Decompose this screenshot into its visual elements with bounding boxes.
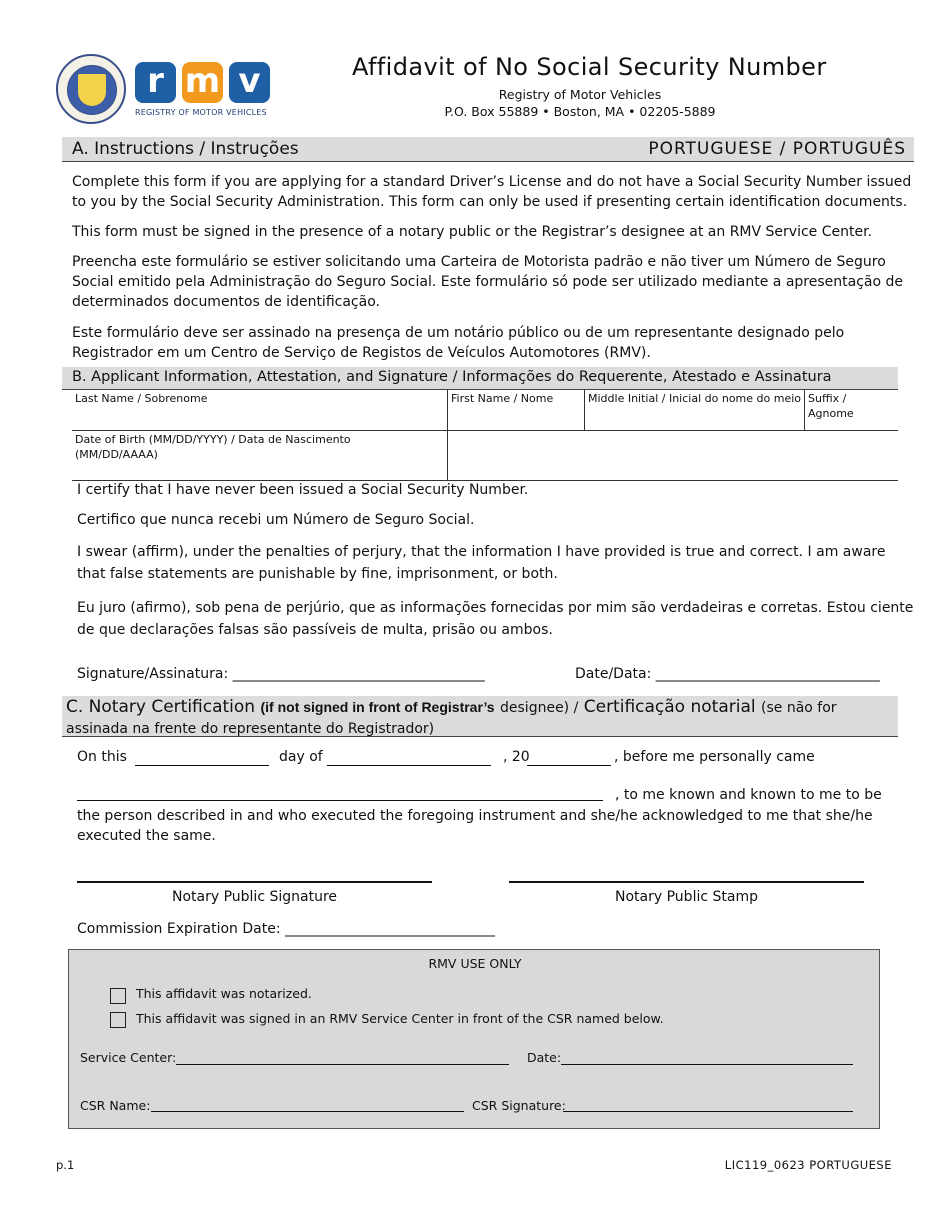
- person-name-input-line[interactable]: [77, 800, 603, 801]
- rmv-logo-m: m: [182, 62, 223, 103]
- year-input-line[interactable]: [527, 765, 611, 766]
- perjury-statement-pt: Eu juro (afirmo), sob pena de perjúrio, que as informações fornecidas por mim são verdadeiras e corretas. Estou ciente de que declarações falsas são passíveis de multa, prisão ou ambos.: [77, 600, 914, 638]
- dob-label: Date of Birth (MM/DD/YYYY) / Data de Nascimento: [75, 433, 351, 446]
- section-c-title-mid: designee) /: [500, 700, 579, 716]
- notary-signature-label: Notary Public Signature: [171, 889, 338, 905]
- csr-name-label: CSR Name:: [80, 1098, 151, 1113]
- rmv-date-input-line[interactable]: [561, 1064, 853, 1065]
- perjury-statement-en: I swear (affirm), under the penalties of perjury, that the information I have provided is true and correct. I am aware that false statements are punishable by fine, imprisonment, or both.: [77, 544, 886, 582]
- month-input-line[interactable]: [327, 765, 491, 766]
- applicant-signature-field[interactable]: Signature/Assinatura: ____________________________________: [77, 666, 485, 682]
- agency-name: Registry of Motor Vehicles: [498, 87, 662, 102]
- to-me-known-label: , to me known and known to me to be: [615, 787, 882, 803]
- instruction-paragraph-pt-2: Este formulário deve ser assinado na presença de um notário público ou de um representante designado pelo Registrador em um Centro de Serviço de Registos de Veículos Automotores (RMV).: [72, 325, 845, 361]
- csr-signature-label: CSR Signature:: [472, 1098, 566, 1113]
- on-this-label: On this: [77, 749, 127, 765]
- form-code: LIC119_0623 PORTUGUESE: [724, 1158, 892, 1172]
- rmv-logo-subtitle: REGISTRY OF MOTOR VEHICLES: [135, 108, 267, 117]
- notary-stamp-label: Notary Public Stamp: [615, 889, 758, 905]
- last-name-field[interactable]: [72, 390, 447, 430]
- applicant-blank-cell[interactable]: [448, 431, 898, 480]
- csr-name-input-line[interactable]: [151, 1111, 464, 1112]
- before-me-label: , before me personally came: [614, 749, 815, 765]
- language-label: PORTUGUESE / PORTUGUÊS: [648, 139, 906, 159]
- middle-initial-label: Middle Initial / Inicial do nome do meio: [588, 392, 802, 405]
- notary-stamp-line[interactable]: [509, 881, 864, 883]
- massachusetts-seal-logo: [56, 54, 126, 124]
- dob-label-pt: (MM/DD/AAAA): [75, 448, 158, 461]
- first-name-field[interactable]: [448, 390, 584, 430]
- last-name-label: Last Name / Sobrenome: [75, 392, 208, 405]
- rmv-logo-v: v: [229, 62, 270, 103]
- form-title: Affidavit of No Social Security Number: [352, 53, 827, 81]
- rmv-use-only-title: RMV USE ONLY: [428, 956, 522, 971]
- rmv-use-only-box: [68, 949, 880, 1129]
- instruction-paragraph-en-1: Complete this form if you are applying for a standard Driver’s License and do not have a Social Security Number issued to you by the Social Security Administration. This form can only be used if presenting certain identification documents.: [72, 174, 912, 210]
- rmv-date-label: Date:: [527, 1050, 562, 1065]
- agency-address: P.O. Box 55889 • Boston, MA • 02205-5889: [444, 104, 716, 119]
- instruction-paragraph-en-2: This form must be signed in the presence of a notary public or the Registrar’s designee at an RMV Service Center.: [72, 224, 873, 240]
- csr-signature-input-line[interactable]: [563, 1111, 853, 1112]
- signed-at-service-center-label: This affidavit was signed in an RMV Service Center in front of the CSR named below.: [136, 1011, 664, 1026]
- middle-initial-field[interactable]: [585, 390, 804, 430]
- day-of-label: day of: [279, 749, 323, 765]
- section-c-title: [66, 697, 896, 739]
- page-number: p.1: [56, 1158, 75, 1172]
- section-c-title-en: C. Notary Certification: [66, 697, 256, 717]
- section-c-title-pt-note: (se não for assinada na frente do representante do Registrador): [66, 700, 837, 737]
- date-of-birth-field[interactable]: [72, 431, 447, 480]
- first-name-label: First Name / Nome: [451, 392, 554, 405]
- certify-statement-pt: Certifico que nunca recebi um Número de Seguro Social.: [77, 512, 475, 528]
- service-center-label: Service Center:: [80, 1050, 177, 1065]
- instruction-paragraph-pt-1: Preencha este formulário se estiver solicitando uma Carteira de Motorista padrão e não tiver um Número de Seguro Social emitido pela Administração do Seguro Social. Este formulário só pode ser utilizado mediante a apresentação de determinados documentos de identificação.: [72, 254, 904, 310]
- suffix-label: Suffix / Agnome: [808, 392, 854, 420]
- section-c-title-pt: Certificação notarial: [583, 697, 756, 717]
- applicant-info-grid: [72, 390, 898, 481]
- year-prefix-label: , 20: [503, 749, 530, 765]
- suffix-field[interactable]: [805, 390, 898, 430]
- person-described-text: the person described in and who executed the foregoing instrument and she/he acknowledged to me that she/he executed the same.: [77, 808, 873, 844]
- notarized-checkbox-label: This affidavit was notarized.: [136, 986, 312, 1001]
- applicant-date-field[interactable]: Date/Data: ________________________________: [575, 666, 880, 682]
- section-b-title: B. Applicant Information, Attestation, and Signature / Informações do Requerente, Atestado e Assinatura: [72, 369, 832, 385]
- notarized-checkbox[interactable]: [110, 988, 126, 1004]
- notary-signature-line[interactable]: [77, 881, 432, 883]
- certify-statement-en: I certify that I have never been issued a Social Security Number.: [77, 482, 529, 498]
- section-a-title: A. Instructions / Instruções: [72, 139, 299, 159]
- day-input-line[interactable]: [135, 765, 269, 766]
- rmv-logo-r: r: [135, 62, 176, 103]
- section-c-title-bold: (if not signed in front of Registrar’s: [260, 699, 495, 715]
- signed-at-service-center-checkbox[interactable]: [110, 1012, 126, 1028]
- service-center-input-line[interactable]: [176, 1064, 509, 1065]
- commission-expiration-field[interactable]: Commission Expiration Date: ______________________________: [77, 921, 496, 937]
